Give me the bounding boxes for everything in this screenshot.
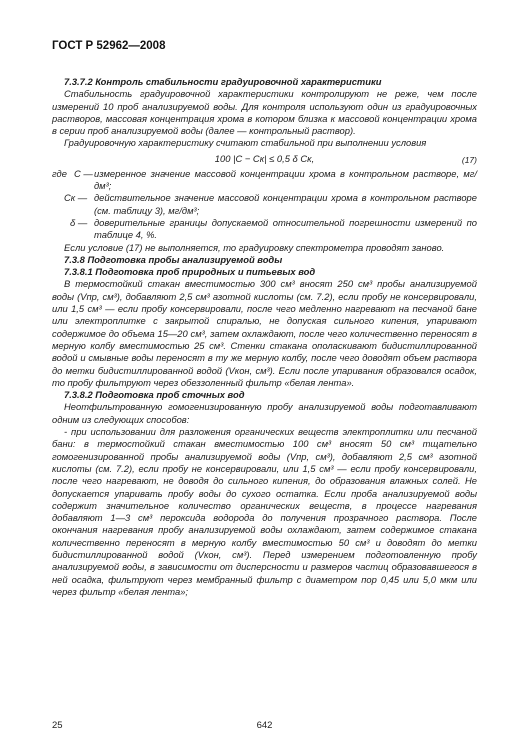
formula-17 (52, 152, 477, 167)
definition-item (52, 192, 477, 217)
definition-text: доверительные границы допускаемой относительной погрешности измерений по таблице 4, %. (94, 216, 477, 241)
paragraph: Градуировочную характеристику считают стабильной при выполнении условия (64, 137, 427, 149)
definition-item (52, 217, 477, 242)
section-heading-7-3-8-2: 7.3.8.2 Подготовка проб сточных вод (64, 389, 245, 401)
paragraph: В термостойкий стакан вместимостью 300 см³ вносят 250 см³ пробы анализируемой воды (Vпр, см³), добавляют 2,5 см³ азотной кислоты (см. 7.2), если пробу не консервировали, или 1,5 см³ — если пробу консервировали, после чего медленно нагревают на песчаной бане или электроплитке с закрытой спиралью, не допуская сильного кипения, упаривают содержимое до объема 15—20 см³, затем охлаждают, после чего количественно переносят в мерную колбу вместимостью 25 см³. Стенки стакана ополаскивают бидистиллированной водой и смывные воды переносят в ту же мерную колбу, после чего доводят объем раствора до метки бидистиллированной водой (Vкон, см³). Если после упаривания образовался осадок, то пробу фильтруют через обеззоленный фильтр «белая лента». (52, 278, 477, 388)
section-heading-7-3-8: 7.3.8 Подготовка пробы анализируемой воды (64, 253, 283, 265)
formula-definitions (52, 168, 477, 242)
page-number: 25 (52, 720, 63, 731)
list-item: - при использовании для разложения органических веществ электроплитки или песчаной бани: в термостойкий стакан вместимостью 100 см³ вносят 50 см³ тщательно гомогенизированной пробы анализируемой воды (Vпр, см³), добавляют 2,5 см³ азотной кислоты (см. 7.2), если пробу не консервировали, или 1,5 см³ — если пробу консервировали, после чего нагревают, не доводя до сильного кипения, до образования влажных солей. Не допускается упаривать пробу воды до сухого остатка. Если проба анализируемой воды содержит значительное количество органических веществ, в процессе нагревания добавляют 1—3 см³ пероксида водорода до получения прозрачного раствора. После окончания нагревания пробу анализируемой воды охлаждают, затем содержимое стакана количественно переносят в мерную колбу вместимостью 50 см³ и доводят до метки бидистиллированной водой (Vкон, см³). Перед измерением подготовленную пробу анализируемой воды, в зависимости от дисперсности и размеров частиц образовавшегося в ней осадка, фильтруют через мембранный фильтр с диаметром пор 0,45 или 5,0 мкм или через фильтр «белая лента»; (52, 426, 477, 597)
formula-expression: 100 |C − Cк| ≤ 0,5 δ Cк, (214, 152, 315, 164)
paragraph: Если условие (17) не выполняется, то градуировку спектрометра проводят заново. (64, 241, 445, 253)
standard-header: ГОСТ Р 52962—2008 (52, 40, 166, 52)
where-label: где (52, 167, 67, 179)
definition-symbol: C — (74, 167, 93, 179)
paragraph: Неотфильтрованную гомогенизированную пробу анализируемой воды подготавливают одним из следующих способов: (52, 401, 477, 425)
definition-symbol: Cк — (64, 192, 88, 204)
definition-text: действительное значение массовой концентрации хрома в контрольном растворе (см. таблицу 3), мг/дм³; (94, 192, 477, 216)
definition-text: измеренное значение массовой концентрации хрома в контрольном растворе, мг/дм³; (94, 167, 477, 192)
paragraph: Стабильность градуировочной характеристики контролируют не реже, чем после измерений 10 проб анализируемой воды. Для контроля используют один из градуировочных растворов, массовая концентрация хрома в котором близка к массовой концентрации хрома в серии проб анализируемой воды (далее — контрольный раствор). (52, 88, 477, 137)
page-number-center: 642 (256, 720, 273, 731)
definition-item (52, 168, 477, 193)
definition-symbol: δ — (70, 216, 88, 228)
section-heading-7-3-7-2: 7.3.7.2 Контроль стабильности градуировочной характеристики (64, 76, 382, 87)
document-body (52, 76, 477, 598)
section-heading-7-3-8-1: 7.3.8.1 Подготовка проб природных и питьевых вод (64, 266, 316, 278)
formula-number: (17) (461, 154, 477, 165)
